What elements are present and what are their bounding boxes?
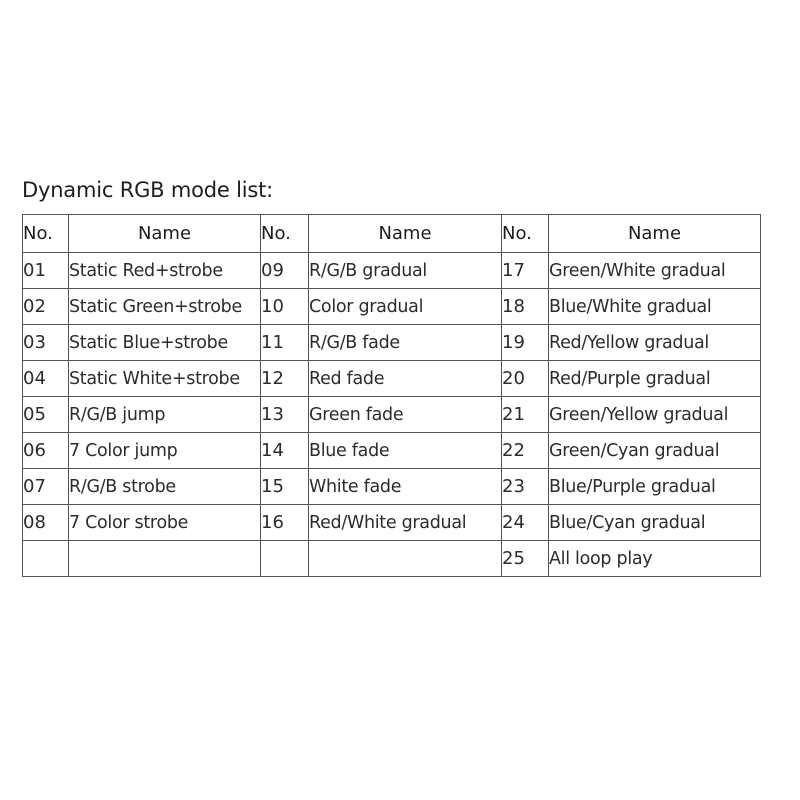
- column-header-no: No.: [23, 215, 69, 253]
- mode-number: 22: [502, 433, 549, 469]
- mode-name: White fade: [309, 469, 502, 505]
- column-header-name: Name: [309, 215, 502, 253]
- mode-name: Static Green+strobe: [69, 289, 261, 325]
- mode-name: R/G/B strobe: [69, 469, 261, 505]
- mode-name: Green/White gradual: [549, 253, 761, 289]
- page-title: Dynamic RGB mode list:: [22, 178, 273, 202]
- column-header-name: Name: [549, 215, 761, 253]
- mode-number: 12: [261, 361, 309, 397]
- mode-number: 24: [502, 505, 549, 541]
- mode-name: R/G/B gradual: [309, 253, 502, 289]
- mode-name: Green/Yellow gradual: [549, 397, 761, 433]
- mode-number: 04: [23, 361, 69, 397]
- table-row: [23, 361, 761, 397]
- mode-name: 7 Color jump: [69, 433, 261, 469]
- mode-name: [309, 541, 502, 577]
- mode-number: 13: [261, 397, 309, 433]
- mode-name: Green fade: [309, 397, 502, 433]
- mode-number: 15: [261, 469, 309, 505]
- mode-table: [22, 214, 761, 577]
- mode-number: 18: [502, 289, 549, 325]
- mode-number: 16: [261, 505, 309, 541]
- mode-number: 11: [261, 325, 309, 361]
- mode-number: [261, 541, 309, 577]
- table-row: [23, 433, 761, 469]
- mode-number: [23, 541, 69, 577]
- mode-name: Green/Cyan gradual: [549, 433, 761, 469]
- mode-number: 06: [23, 433, 69, 469]
- table-row: [23, 289, 761, 325]
- column-header-no: No.: [502, 215, 549, 253]
- table-row: [23, 469, 761, 505]
- mode-number: 08: [23, 505, 69, 541]
- mode-name: Static Red+strobe: [69, 253, 261, 289]
- mode-number: 09: [261, 253, 309, 289]
- mode-number: 21: [502, 397, 549, 433]
- table-row: [23, 325, 761, 361]
- column-header-no: No.: [261, 215, 309, 253]
- mode-number: 01: [23, 253, 69, 289]
- mode-number: 05: [23, 397, 69, 433]
- mode-name: Red/Purple gradual: [549, 361, 761, 397]
- mode-number: 23: [502, 469, 549, 505]
- mode-name: 7 Color strobe: [69, 505, 261, 541]
- table-row: [23, 541, 761, 577]
- table-row: [23, 505, 761, 541]
- mode-name: Static Blue+strobe: [69, 325, 261, 361]
- mode-name: R/G/B fade: [309, 325, 502, 361]
- mode-name: Blue/Purple gradual: [549, 469, 761, 505]
- mode-number: 19: [502, 325, 549, 361]
- mode-name: Blue/White gradual: [549, 289, 761, 325]
- mode-number: 03: [23, 325, 69, 361]
- mode-number: 14: [261, 433, 309, 469]
- mode-name: Red fade: [309, 361, 502, 397]
- mode-number: 17: [502, 253, 549, 289]
- table-row: [23, 253, 761, 289]
- mode-name: Red/Yellow gradual: [549, 325, 761, 361]
- table-body: [23, 253, 761, 577]
- mode-number: 02: [23, 289, 69, 325]
- mode-number: 10: [261, 289, 309, 325]
- mode-name: [69, 541, 261, 577]
- mode-number: 20: [502, 361, 549, 397]
- mode-name: R/G/B jump: [69, 397, 261, 433]
- mode-name: Blue fade: [309, 433, 502, 469]
- mode-name: Red/White gradual: [309, 505, 502, 541]
- table-row: [23, 397, 761, 433]
- mode-number: 07: [23, 469, 69, 505]
- mode-name: Blue/Cyan gradual: [549, 505, 761, 541]
- table-header-row: [23, 215, 761, 253]
- mode-name: Color gradual: [309, 289, 502, 325]
- mode-number: 25: [502, 541, 549, 577]
- mode-name: All loop play: [549, 541, 761, 577]
- mode-name: Static White+strobe: [69, 361, 261, 397]
- column-header-name: Name: [69, 215, 261, 253]
